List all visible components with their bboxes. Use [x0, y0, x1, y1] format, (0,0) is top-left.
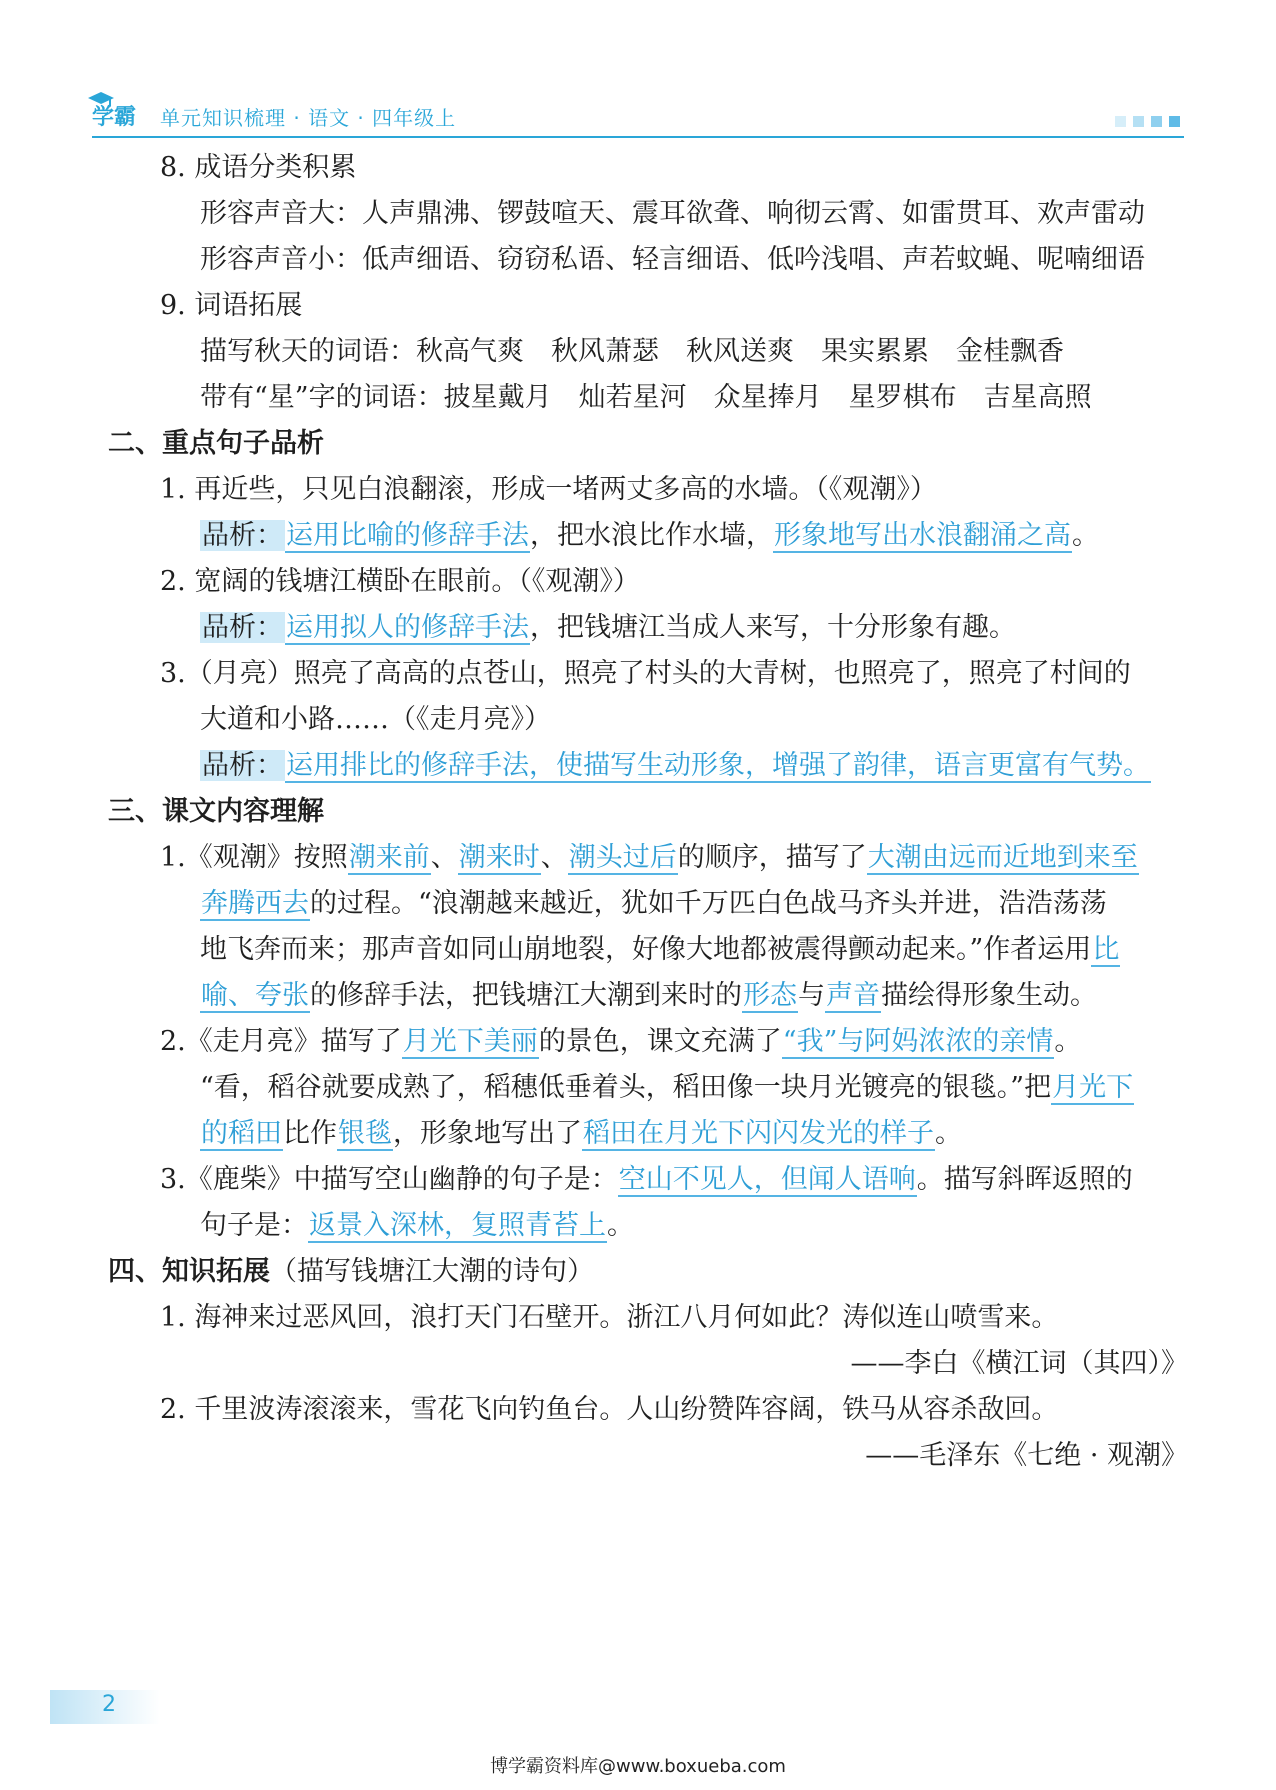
item-title: 9. 词语拓展 — [160, 290, 303, 321]
decor-square — [1151, 116, 1162, 127]
text: ，把钱塘江当成人来写，十分形象有趣。 — [530, 612, 1016, 643]
word-line: 描写秋天的词语：秋高气爽 秋风萧瑟 秋风送爽 果实累累 金桂飘香 — [200, 336, 1064, 367]
section-heading — [108, 1252, 594, 1292]
text-line — [200, 1114, 962, 1154]
brand-logo: 学霸 — [92, 105, 137, 130]
answer: 比 — [1092, 934, 1120, 965]
poem-source: ——李白《横江词（其四）》 — [850, 1348, 1188, 1379]
text: 3.《鹿柴》中描写空山幽静的句子是： — [160, 1164, 618, 1195]
item-title: 8. 成语分类积累 — [160, 152, 357, 183]
sentence: 3.（月亮）照亮了高高的点苍山，照亮了村头的大青树，也照亮了，照亮了村间的 — [160, 658, 1131, 689]
heading-text: 四、知识拓展 — [108, 1256, 270, 1287]
answer: 空山不见人，但闻人语响 — [618, 1164, 916, 1195]
text: 与 — [798, 980, 825, 1011]
text-line — [160, 838, 1139, 878]
page-number: 2 — [102, 1692, 116, 1717]
page-number-box — [50, 1690, 160, 1724]
word-line: 带有“星”字的词语：披星戴月 灿若星河 众星捧月 星罗棋布 吉星高照 — [200, 382, 1092, 413]
footer-watermark: 博学霸资料库@www.boxueba.com — [490, 1756, 786, 1777]
header-title: 单元知识梳理 · 语文 · 四年级上 — [160, 106, 457, 130]
text: 、 — [540, 842, 568, 873]
answer: 潮头过后 — [568, 842, 677, 873]
answer: 月光下美丽 — [402, 1026, 538, 1057]
text: “看，稻谷就要成熟了，稻穗低垂着头，稻田像一块月光镀亮的银毯。”把 — [200, 1072, 1052, 1103]
text-line — [160, 1022, 1081, 1062]
header-decoration — [1115, 116, 1180, 127]
answer: 喻、夸张 — [201, 980, 309, 1011]
text: 描绘得形象生动。 — [881, 980, 1097, 1011]
answer: 月光下 — [1052, 1072, 1134, 1103]
text: 的顺序，描写了 — [677, 842, 867, 873]
text: 。描写斜晖返照的 — [916, 1164, 1133, 1195]
text: ，把水浪比作水墙， — [530, 520, 773, 551]
text: 的修辞手法，把钱塘江大潮到来时的 — [310, 980, 742, 1011]
analysis-label: 品析： — [202, 612, 283, 643]
answer: 银毯 — [338, 1118, 392, 1149]
text: 。 — [1072, 520, 1099, 551]
answer: 的稻田 — [201, 1118, 282, 1149]
poem: 2. 千里波涛滚滚来，雪花飞向钓鱼台。人山纷赞阵容阔，铁马从容杀敌回。 — [160, 1394, 1059, 1425]
text: 1.《观潮》按照 — [160, 842, 348, 873]
sentence: 2. 宽阔的钱塘江横卧在眼前。（《观潮》） — [160, 566, 640, 597]
text: 地飞奔而来；那声音如同山崩地裂，好像大地都被震得颤动起来。”作者运用 — [200, 934, 1092, 965]
analysis — [200, 746, 1151, 786]
text-line — [200, 884, 1107, 924]
text: 2.《走月亮》描写了 — [160, 1026, 402, 1057]
text-line — [200, 1068, 1134, 1108]
answer: 潮来前 — [348, 842, 430, 873]
text-line — [200, 930, 1120, 970]
decor-square — [1133, 116, 1144, 127]
text: 句子是： — [200, 1210, 308, 1241]
text-line — [160, 1160, 1133, 1200]
decor-square — [1115, 116, 1126, 127]
analysis-label: 品析： — [202, 520, 283, 551]
answer: “我”与阿妈浓浓的亲情 — [782, 1026, 1054, 1057]
answer: 声音 — [826, 980, 880, 1011]
answer: 运用比喻的修辞手法 — [286, 520, 529, 551]
answer: 奔腾西去 — [201, 888, 309, 919]
text: 的景色，课文充满了 — [538, 1026, 782, 1057]
analysis — [200, 516, 1099, 556]
answer: 形象地写出水浪翻涌之高 — [774, 520, 1071, 551]
answer: 大潮由远而近地到来至 — [867, 842, 1138, 873]
header-divider — [92, 136, 1184, 138]
poem-source: ——毛泽东《七绝 · 观潮》 — [865, 1440, 1188, 1471]
idiom-line: 形容声音小：低声细语、窃窃私语、轻言细语、低吟浅唱、声若蚊蝇、呢喃细语 — [200, 244, 1145, 275]
heading-note: （描写钱塘江大潮的诗句） — [270, 1256, 594, 1287]
decor-square — [1169, 116, 1180, 127]
text: 。 — [1054, 1026, 1082, 1057]
analysis — [200, 608, 1016, 648]
sentence-cont: 大道和小路……（《走月亮》） — [200, 704, 551, 735]
text-line — [200, 976, 1097, 1016]
answer: 运用拟人的修辞手法 — [286, 612, 529, 643]
text: 的过程。“浪潮越来越近，犹如千万匹白色战马齐头并进，浩浩荡荡 — [310, 888, 1107, 919]
answer: 稻田在月光下闪闪发光的样子 — [583, 1118, 934, 1149]
answer: 运用排比的修辞手法，使描写生动形象，增强了韵律，语言更富有气势。 — [286, 750, 1150, 781]
page-header — [92, 96, 1184, 136]
text: ，形象地写出了 — [393, 1118, 582, 1149]
text-line — [200, 1206, 634, 1246]
analysis-label: 品析： — [202, 750, 283, 781]
answer: 潮来时 — [458, 842, 540, 873]
text: 。 — [607, 1210, 634, 1241]
answer: 返景入深林，复照青苔上 — [309, 1210, 606, 1241]
section-heading: 二、重点句子品析 — [108, 428, 324, 459]
text: 比作 — [283, 1118, 337, 1149]
text: 。 — [935, 1118, 962, 1149]
answer: 形态 — [743, 980, 797, 1011]
section-heading: 三、课文内容理解 — [108, 796, 324, 827]
text: 、 — [430, 842, 458, 873]
idiom-line: 形容声音大：人声鼎沸、锣鼓喧天、震耳欲聋、响彻云霄、如雷贯耳、欢声雷动 — [200, 198, 1145, 229]
sentence: 1. 再近些，只见白浪翻滚，形成一堵两丈多高的水墙。（《观潮》） — [160, 474, 937, 505]
poem: 1. 海神来过恶风回，浪打天门石壁开。浙江八月何如此？涛似连山喷雪来。 — [160, 1302, 1059, 1333]
